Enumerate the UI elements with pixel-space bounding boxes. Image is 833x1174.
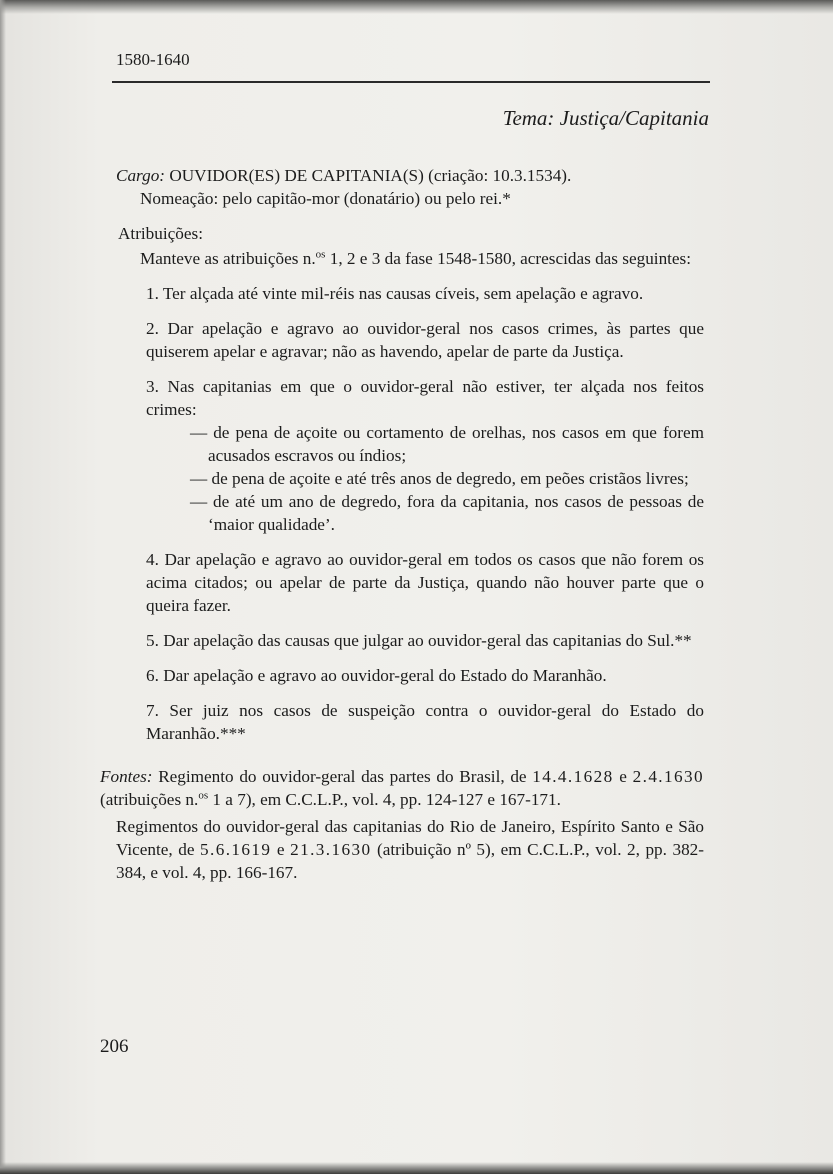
alcada-sub-list: [168, 421, 704, 536]
cargo-entry: [116, 164, 704, 210]
atribuicao-item-3: 3. Nas capitanias em que o ouvidor-geral não estiver, ter alçada nos feitos crimes:: [146, 377, 704, 419]
fontes-superscript: os: [198, 789, 209, 802]
cargo-label: Cargo:: [116, 166, 166, 185]
atribuicao-item-2: 2. Dar apelação e agravo ao ouvidor-geral nos casos crimes, às partes que quiserem apelar e agravar; não as havendo, apelar de parte da Justiça.: [146, 319, 704, 361]
sub-item-1: — de pena de açoite ou cortamento de orelhas, nos casos em que forem acusados escravos ou índios;: [190, 423, 704, 465]
nomeacao-line: Nomeação: pelo capitão-mor (donatário) ou pelo rei.*: [140, 189, 511, 208]
atribuicoes-intro: [140, 247, 704, 270]
atribuicao-item-5: 5. Dar apelação das causas que julgar ao ouvidor-geral das capitanias do Sul.**: [146, 631, 692, 650]
header-rule: [112, 81, 710, 83]
sub-item-2: — de pena de açoite e até três anos de degredo, em peões cristãos livres;: [190, 469, 689, 488]
main-text: [100, 164, 704, 884]
intro-superscript: os: [315, 248, 326, 261]
atribuicao-item-1: 1. Ter alçada até vinte mil-réis nas causas cíveis, sem apelação e agravo.: [146, 284, 644, 303]
theme-header: Tema: Justiça/Capitania: [502, 106, 709, 130]
fontes-text-a: Regimento do ouvidor-geral das partes do Brasil, de: [152, 767, 533, 786]
scan-left-edge: [0, 0, 6, 1174]
fontes-text-b: e: [613, 767, 633, 786]
intro-text-a: Manteve as atribuições n.: [140, 249, 316, 268]
fontes-date-1: 14.4.1628: [532, 767, 614, 786]
fontes-date-2: 2.4.1630: [632, 767, 704, 786]
period-header: 1580-1640: [116, 50, 190, 69]
fontes-paragraph-2: [116, 815, 704, 884]
cargo-title: OUVIDOR(ES) DE CAPITANIA(S) (criação: 10.3.1534).: [169, 166, 572, 185]
fontes-paragraph-1: [100, 765, 704, 811]
fontes-text-c: (atribuições n.: [100, 790, 199, 809]
atribuicao-item-4: 4. Dar apelação e agravo ao ouvidor-geral em todos os casos que não forem os acima citados; ou apelar de parte da Justiça, quando não houver parte que o queira fazer.: [146, 550, 704, 615]
fontes-date-4: 21.3.1630: [290, 840, 372, 859]
atribuicao-item-7: 7. Ser juiz nos casos de suspeição contra o ouvidor-geral do Estado do Maranhão.***: [146, 701, 704, 743]
fontes-date-3: 5.6.1619: [200, 840, 272, 859]
scan-bottom-edge: [0, 1162, 833, 1174]
fontes2-text-b: e: [271, 840, 291, 859]
sub-item-3: — de até um ano de degredo, fora da capitania, nos casos de pessoas de ‘maior qualidade’.: [190, 492, 704, 534]
scan-top-edge: [0, 0, 833, 14]
fontes2-text-a: Regimentos do ouvidor-geral das capitanias do Rio de Janeiro, Espírito Santo e São Vicente, de: [116, 817, 704, 859]
atribuicao-item-6: 6. Dar apelação e agravo ao ouvidor-geral do Estado do Maranhão.: [146, 666, 607, 685]
fontes2-text-c: (atribuição nº 5), em C.C.L.P., vol. 2, pp. 382-384, e vol. 4, pp. 166-167.: [116, 840, 704, 882]
page-number: 206: [100, 1036, 129, 1057]
atribuicoes-heading: Atribuições:: [118, 224, 203, 243]
intro-text-b: 1, 2 e 3 da fase 1548-1580, acrescidas das seguintes:: [325, 249, 692, 268]
fontes-text-d: 1 a 7), em C.C.L.P., vol. 4, pp. 124-127 e 167-171.: [208, 790, 561, 809]
fontes-label: Fontes:: [100, 767, 153, 786]
